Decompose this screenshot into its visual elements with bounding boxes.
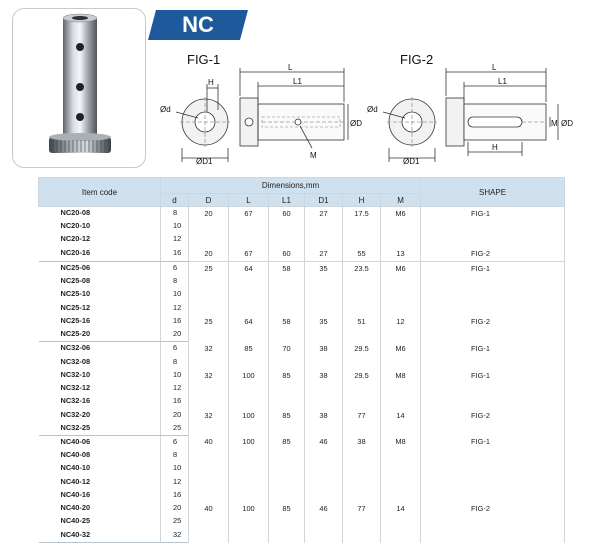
item-code: NC32-08 [39,356,161,369]
cell-L: 67 [229,207,269,247]
svg-text:Ød: Ød [367,105,378,114]
cell-H: 77 [343,409,381,436]
cell-L1: 85 [269,409,305,436]
cell-L: 100 [229,409,269,436]
item-code: NC40-06 [39,435,161,449]
item-code: NC32-12 [39,382,161,395]
cell-D1: 38 [305,409,343,436]
cell-d: 25 [161,422,189,436]
cell-M: 12 [381,315,421,342]
fig1-side-view [240,63,362,160]
cell-d: 10 [161,288,189,301]
cell-L1: 70 [269,342,305,369]
svg-text:L: L [492,63,497,72]
cell-d: 6 [161,262,189,276]
cell-L: 85 [229,342,269,369]
fig2-side-view [446,63,573,156]
item-code: NC40-12 [39,476,161,489]
table-row [39,342,565,356]
cell-D: 40 [189,435,229,502]
cell-M: 14 [381,409,421,436]
cell-D: 20 [189,247,229,262]
cell-shape: FIG-1 [421,262,565,315]
dim-h-label: H [208,78,214,87]
col-header-d: d [161,194,189,207]
cell-d: 16 [161,489,189,502]
cell-D: 40 [189,502,229,542]
cell-d: 8 [161,449,189,462]
cell-d: 8 [161,356,189,369]
fig2-end-view [367,97,437,166]
cell-H: 29.5 [343,342,381,369]
cell-L: 64 [229,315,269,342]
cell-L1: 85 [269,435,305,502]
cell-shape: FIG-1 [421,207,565,247]
cell-d: 8 [161,207,189,221]
table-row [39,409,565,422]
cell-d: 10 [161,462,189,475]
cell-shape: FIG-1 [421,435,565,502]
col-header-H: H [343,194,381,207]
col-header-D1: D1 [305,194,343,207]
cell-M: M6 [381,262,421,315]
cell-H: 29.5 [343,369,381,409]
svg-text:M: M [551,119,558,128]
cell-L: 100 [229,435,269,502]
svg-text:L: L [288,63,293,72]
table-row [39,247,565,262]
shape-header: SHAPE [421,178,565,207]
cell-d: 32 [161,529,189,543]
fig1-end-view [160,78,230,166]
item-code-header: Item code [39,178,161,207]
cell-D1: 35 [305,262,343,315]
table-row [39,262,565,276]
cell-H: 23.5 [343,262,381,315]
item-code: NC32-10 [39,369,161,382]
cell-M: 14 [381,502,421,542]
cell-shape: FIG-1 [421,342,565,369]
cell-shape: FIG-2 [421,409,565,436]
cell-shape: FIG-2 [421,502,565,542]
cell-H: 17.5 [343,207,381,247]
cell-H: 51 [343,315,381,342]
svg-text:L1: L1 [293,77,302,86]
dimensions-header: Dimensions,mm [161,178,421,194]
item-code: NC40-25 [39,515,161,528]
cell-D: 20 [189,207,229,247]
cell-d: 6 [161,342,189,356]
svg-text:M: M [310,151,317,160]
item-code: NC20-16 [39,247,161,262]
cell-M: M8 [381,435,421,502]
technical-drawing [150,60,590,175]
cell-d: 16 [161,395,189,408]
cell-d: 8 [161,275,189,288]
cell-D1: 35 [305,315,343,342]
dim-d1-label: ØD1 [196,157,213,166]
cell-M: 13 [381,247,421,262]
cell-L1: 58 [269,315,305,342]
item-code: NC25-10 [39,288,161,301]
product-photo [12,8,146,168]
cell-D1: 46 [305,435,343,502]
cell-L1: 85 [269,369,305,409]
svg-text:ØD: ØD [350,119,362,128]
item-code: NC32-25 [39,422,161,436]
item-code: NC32-20 [39,409,161,422]
cell-d: 10 [161,369,189,382]
cell-L: 100 [229,502,269,542]
svg-text:L1: L1 [498,77,507,86]
item-code: NC25-12 [39,302,161,315]
cell-D: 32 [189,342,229,369]
item-code: NC25-16 [39,315,161,328]
cell-d: 20 [161,502,189,515]
page-title: NC [182,12,214,37]
item-code: NC40-32 [39,529,161,543]
cell-L1: 58 [269,262,305,315]
table-row [39,369,565,382]
item-code: NC32-16 [39,395,161,408]
cell-d: 16 [161,247,189,262]
svg-text:ØD1: ØD1 [403,157,420,166]
spec-table [38,177,565,543]
item-code: NC32-06 [39,342,161,356]
cell-H: 55 [343,247,381,262]
svg-text:H: H [492,143,498,152]
cell-d: 12 [161,302,189,315]
cell-L1: 60 [269,247,305,262]
cell-d: 16 [161,315,189,328]
cell-d: 12 [161,382,189,395]
spec-table-body [39,207,565,543]
cell-D: 25 [189,262,229,315]
cell-L1: 85 [269,502,305,542]
table-row [39,315,565,328]
cell-d: 20 [161,328,189,342]
col-header-L1: L1 [269,194,305,207]
item-code: NC25-08 [39,275,161,288]
cell-D1: 27 [305,247,343,262]
cell-H: 77 [343,502,381,542]
title-banner [148,10,248,40]
col-header-M: M [381,194,421,207]
cell-D: 32 [189,409,229,436]
cell-d: 12 [161,233,189,246]
table-row [39,207,565,221]
cell-d: 10 [161,220,189,233]
item-code: NC40-10 [39,462,161,475]
item-code: NC40-08 [39,449,161,462]
cell-d: 25 [161,515,189,528]
table-row [39,435,565,449]
svg-text:ØD: ØD [561,119,573,128]
cell-D1: 38 [305,342,343,369]
item-code: NC40-20 [39,502,161,515]
item-code: NC20-08 [39,207,161,221]
cell-d: 20 [161,409,189,422]
cell-D: 32 [189,369,229,409]
cell-D1: 46 [305,502,343,542]
cell-shape: FIG-2 [421,315,565,342]
item-code: NC25-06 [39,262,161,276]
col-header-D: D [189,194,229,207]
cell-M: M6 [381,207,421,247]
cell-L1: 60 [269,207,305,247]
cell-D1: 38 [305,369,343,409]
cell-M: M8 [381,369,421,409]
cell-shape: FIG-1 [421,369,565,409]
table-row [39,502,565,515]
col-header-L: L [229,194,269,207]
cell-L: 100 [229,369,269,409]
cell-H: 38 [343,435,381,502]
item-code: NC20-12 [39,233,161,246]
cell-shape: FIG-2 [421,247,565,262]
item-code: NC40-16 [39,489,161,502]
cell-D1: 27 [305,207,343,247]
fig2-label: FIG-2 [400,52,434,67]
dim-d-label: Ød [160,105,171,114]
fig1-label: FIG-1 [187,52,221,67]
cell-d: 12 [161,476,189,489]
cell-D: 25 [189,315,229,342]
item-code: NC20-10 [39,220,161,233]
cell-M: M6 [381,342,421,369]
cell-L: 67 [229,247,269,262]
item-code: NC25-20 [39,328,161,342]
cell-d: 6 [161,435,189,449]
cell-L: 64 [229,262,269,315]
